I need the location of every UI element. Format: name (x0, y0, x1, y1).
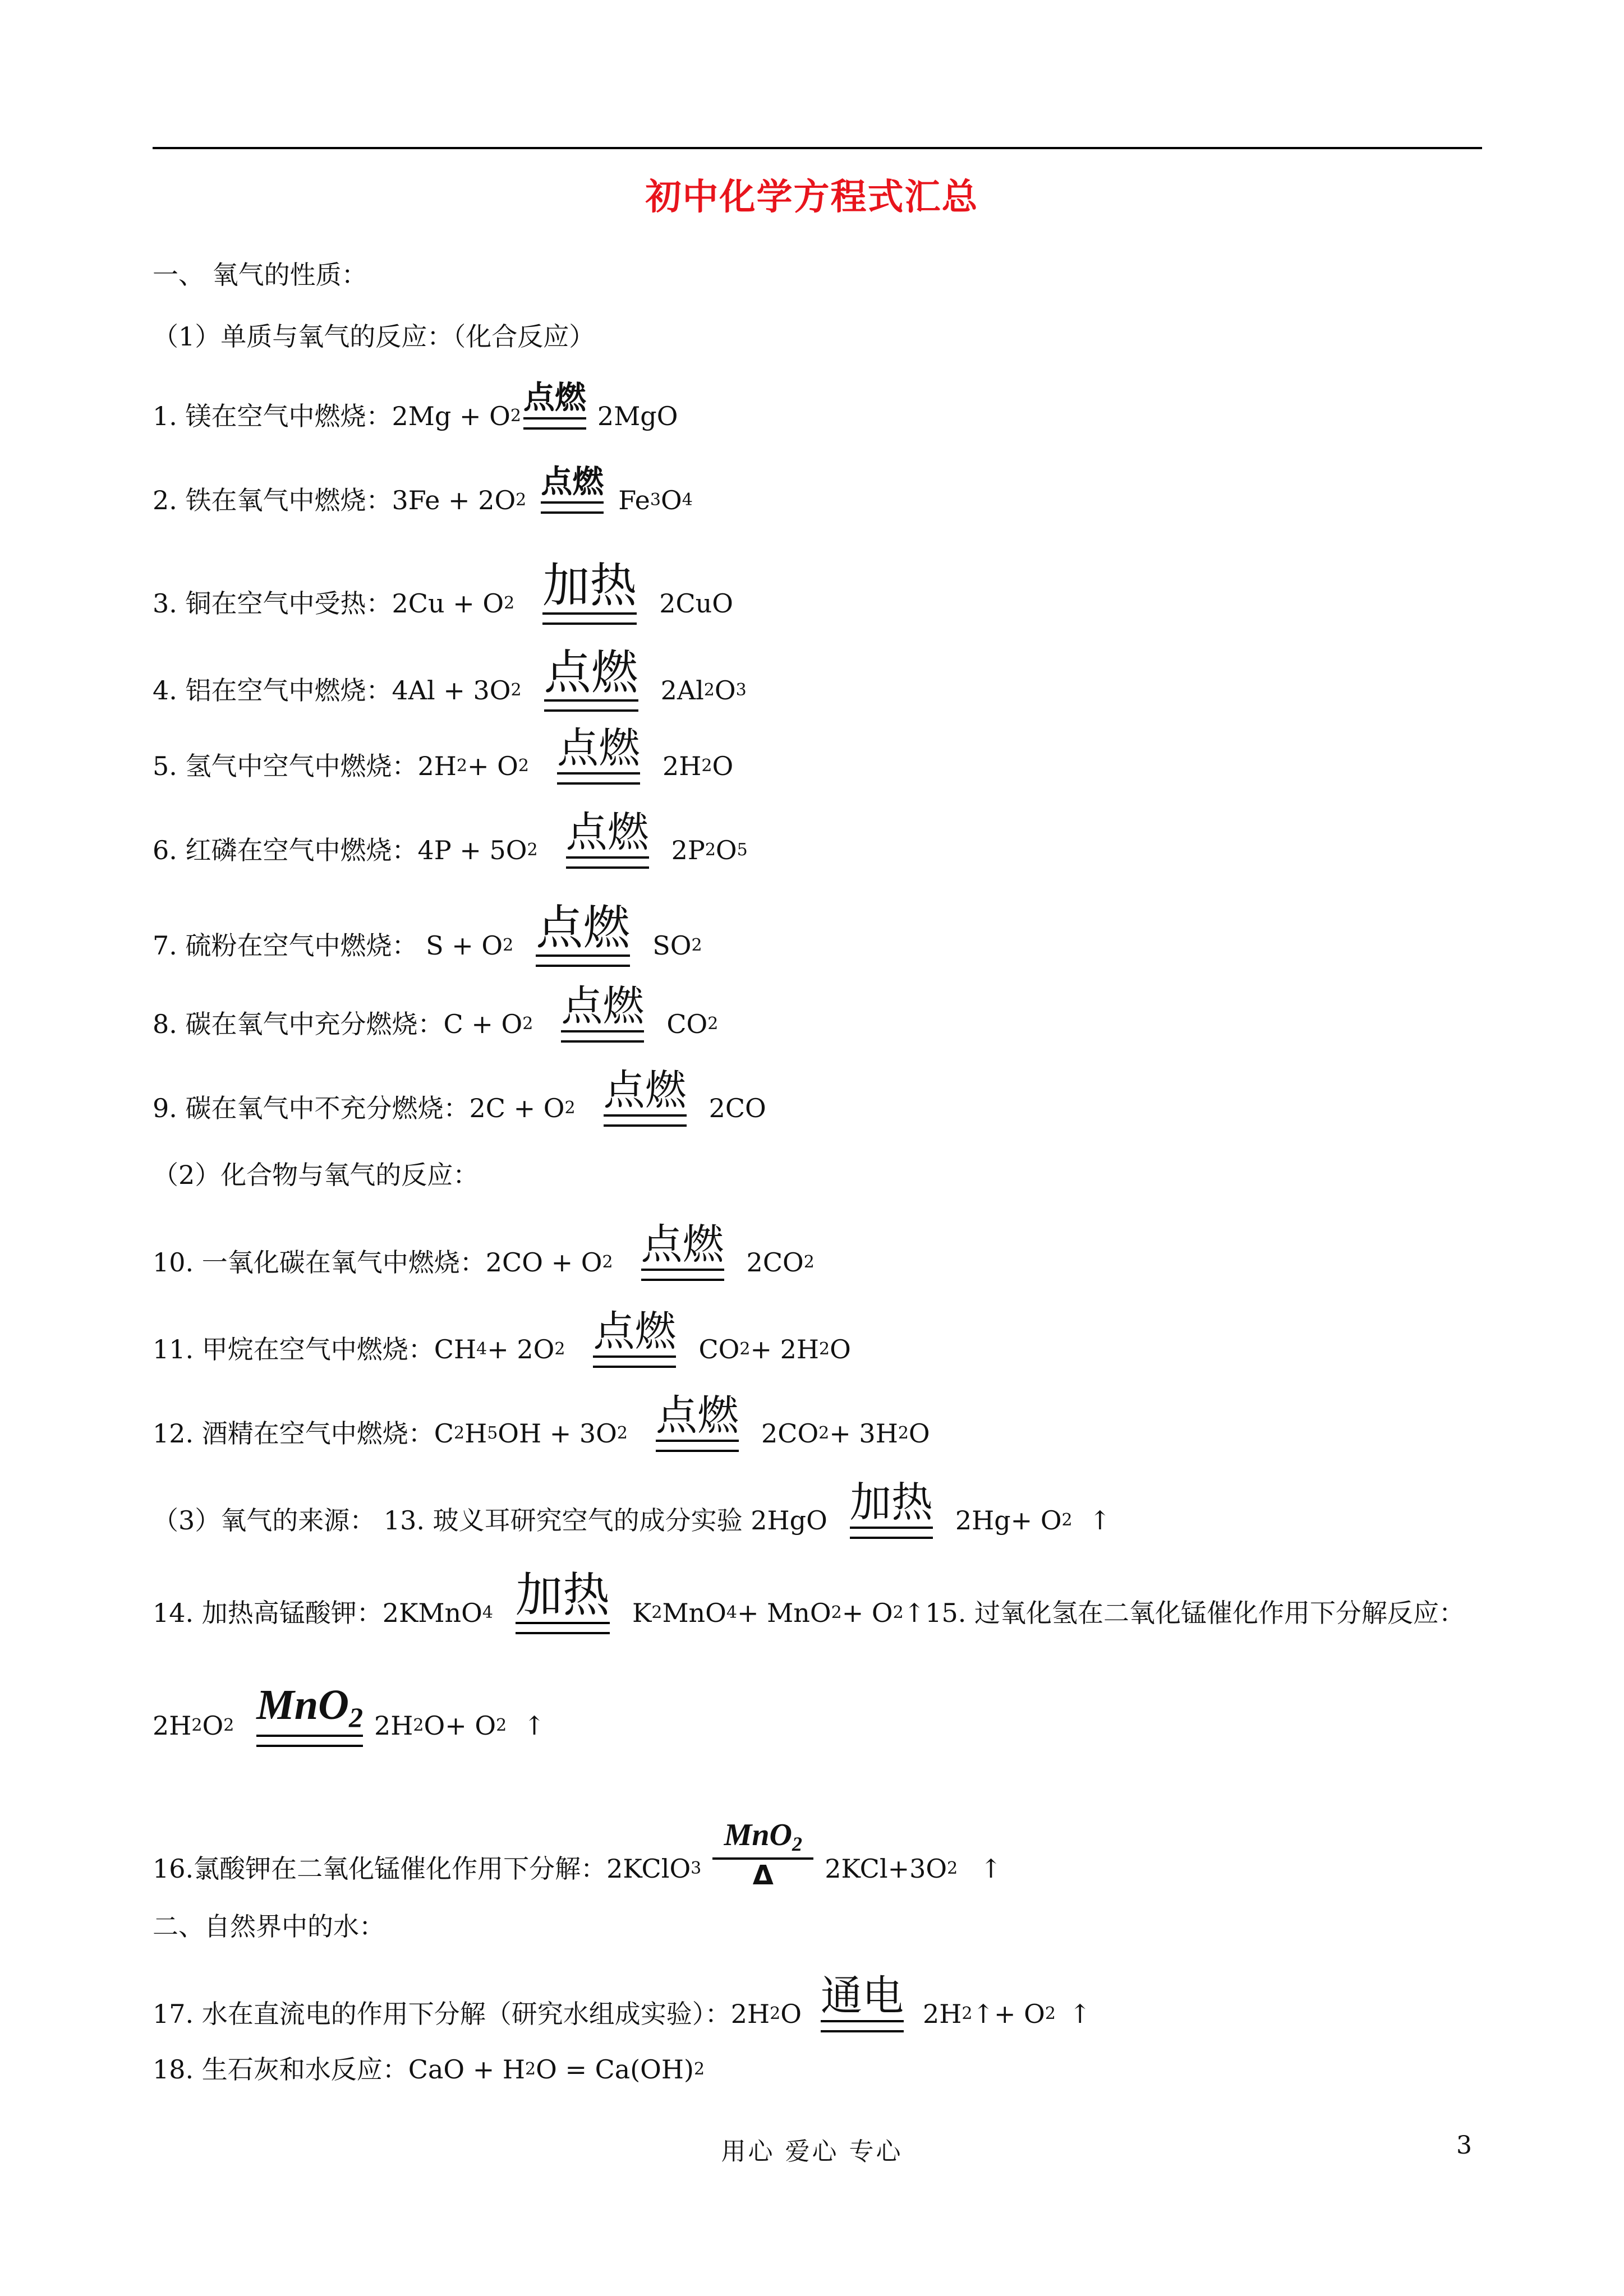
condition-label: 点燃 (541, 467, 604, 514)
equation-13: （3）氧气的来源： 13. 玻义耳研究空气的成分实验 2HgO 加热 2Hg+ O 2 ↑ (153, 1492, 1111, 1549)
page-title: 初中化学方程式汇总 (645, 177, 979, 218)
catalyst-label: MnO$_2$ (256, 1684, 363, 1747)
condition-label: 点燃 (544, 649, 638, 712)
condition-label: 点燃 (566, 812, 649, 869)
equation-9: 9. 碳在氧气中不充分燃烧：2C + O 2 点燃 2CO (153, 1080, 766, 1137)
catalyst-heat-condition: $\frac{MnO_2}{\Delta}$ (712, 1819, 813, 1889)
condition-label: 点燃 (536, 904, 630, 967)
condition-label: 点燃 (641, 1224, 724, 1281)
section-heading: 二、自然界中的水： (153, 1911, 385, 1942)
condition-label: 点燃 (604, 1069, 687, 1127)
page-number: 3 (1456, 2131, 1472, 2160)
subsection-heading: （2）化合物与氧气的反应： (153, 1160, 479, 1190)
equation-12: 12. 酒精在空气中燃烧：C 2 H 5 OH + 3O 2 点燃 2CO 2 + 3H 2 O (153, 1405, 930, 1462)
condition-label: 点燃 (593, 1311, 676, 1368)
equation-14: 14. 加热高锰酸钾：2KMnO 4 加热 K 2 MnO 4 + MnO 2 + O 2 ↑ 15. 过氧化氢在二氧化锰催化作用下分解反应： (153, 1582, 1465, 1644)
equation-10: 10. 一氧化碳在氧气中燃烧：2CO + O 2 点燃 2CO 2 (153, 1234, 815, 1291)
section-heading: 一、 氧气的性质： (153, 260, 367, 290)
condition-label: 加热 (516, 1571, 610, 1634)
equation-7: 7. 硫粉在空气中燃烧： S + O 2 点燃 SO 2 (153, 914, 702, 977)
equation-2: 2. 铁在氧气中燃烧：3Fe + 2O 2 点燃 Fe 3 O 4 (153, 464, 693, 515)
condition-label: 点燃 (656, 1395, 739, 1452)
equation-1: 1. 镁在空气中燃烧：2Mg + O 2 点燃 2MgO (153, 380, 678, 431)
equation-11: 11. 甲烷在空气中燃烧：CH 4 + 2O 2 点燃 CO 2 + 2H 2 O (153, 1321, 851, 1378)
equation-4: 4. 铝在空气中燃烧：4Al + 3O 2 点燃 2Al 2 O 3 (153, 659, 747, 722)
equation-15: 2H 2 O 2 MnO$_2$ 2H 2 O+ O 2 ↑ (153, 1694, 545, 1757)
equation-17: 17. 水在直流电的作用下分解（研究水组成实验）：2H 2 O 通电 2H 2 ↑+ O 2 ↑ (153, 1985, 1091, 2043)
equation-18: 18. 生石灰和水反应：CaO + H 2 O = Ca(OH) 2 (153, 2054, 705, 2085)
page-footer: 用心 爱心 专心 (721, 2137, 903, 2166)
condition-label: 点燃 (523, 382, 586, 430)
condition-label: 加热 (542, 562, 637, 625)
header-rule (153, 147, 1482, 149)
equation-16: 16.氯酸钾在二氧化锰催化作用下分解：2KClO 3 $\frac{MnO_2}{\Delta}$ 2KCl+3O 2 ↑ (153, 1818, 1002, 1891)
equation-5: 5. 氢气中空气中燃烧：2H 2 + O 2 点燃 2H 2 O (153, 737, 733, 795)
equation-6: 6. 红磷在空气中燃烧：4P + 5O 2 点燃 2P 2 O 5 (153, 822, 748, 879)
equation-3: 3. 铜在空气中受热：2Cu + O 2 加热 2CuO (153, 572, 733, 635)
subsection-heading: （1）单质与氧气的反应：（化合反应） (153, 321, 595, 352)
condition-label: 通电 (821, 1975, 904, 2032)
condition-label: 点燃 (561, 985, 644, 1043)
condition-label: 加热 (850, 1482, 933, 1539)
equation-8: 8. 碳在氧气中充分燃烧：C + O 2 点燃 CO 2 (153, 995, 718, 1053)
condition-label: 点燃 (557, 727, 640, 785)
